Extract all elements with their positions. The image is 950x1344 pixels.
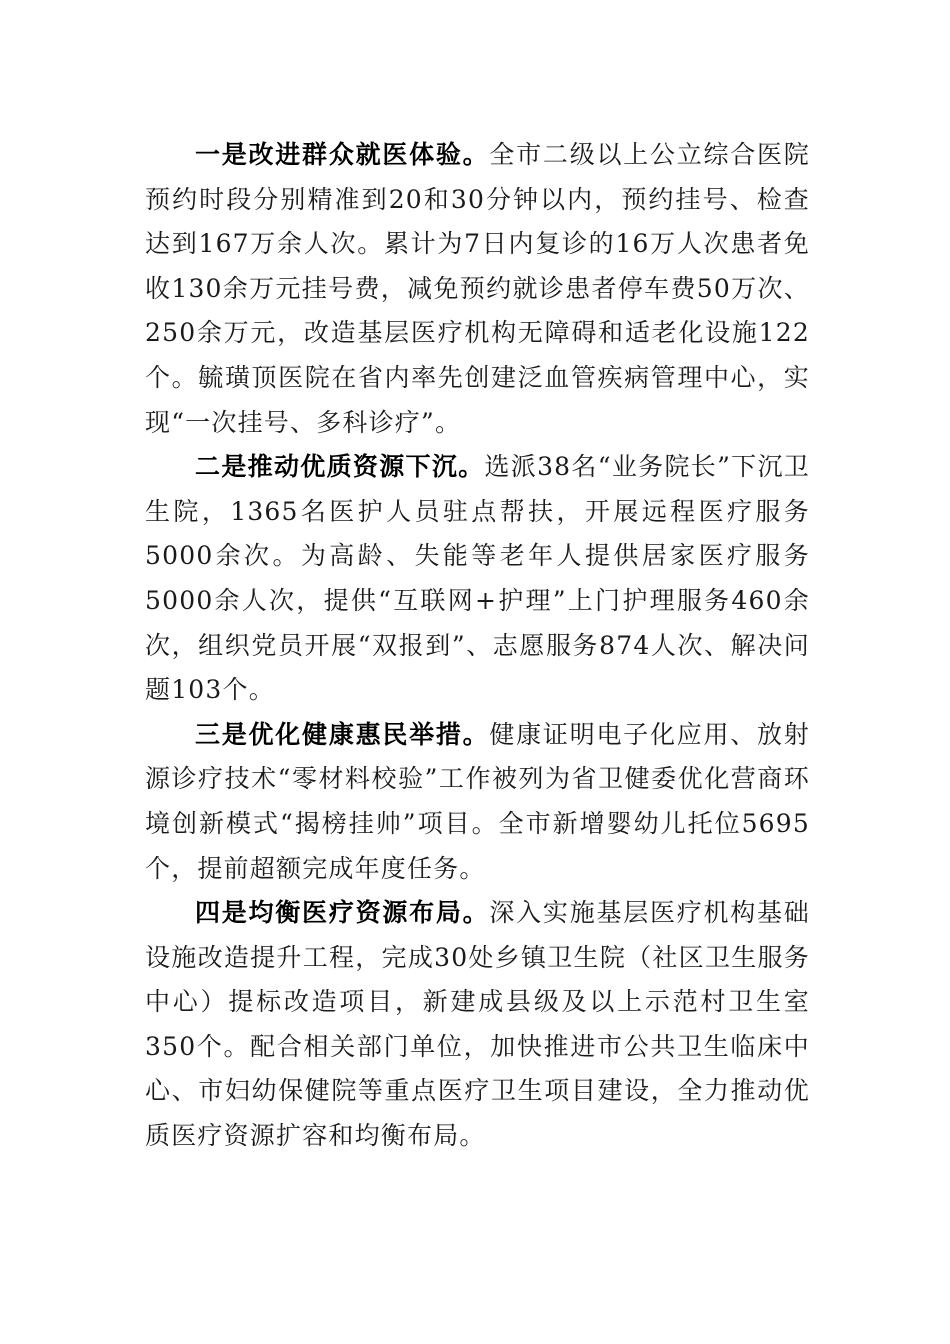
paragraph-4-lead: 四是均衡医疗资源布局。: [195, 898, 490, 928]
paragraph-3-body: 健康证明电子化应用、放射源诊疗技术“零材料校验”工作被列为省卫健委优化营商环境创新模式“揭榜挂帅”项目。全市新增婴幼儿托位5695个，提前超额完成年度任务。: [145, 719, 811, 883]
paragraph-2-lead: 二是推动优质资源下沉。: [195, 452, 485, 482]
paragraph-4-body: 深入实施基层医疗机构基础设施改造提升工程，完成30处乡镇卫生院（社区卫生服务中心）提标改造项目，新建成县级及以上示范村卫生室350个。配合相关部门单位，加快推进市公共卫生临床中心、市妇幼保健院等重点医疗卫生项目建设，全力推动优质医疗资源扩容和均衡布局。: [145, 898, 811, 1151]
paragraph-4: [145, 891, 810, 1159]
paragraph-1: [145, 133, 810, 445]
paragraph-3: [145, 713, 810, 891]
paragraph-1-body: 全市二级以上公立综合医院预约时段分别精准到20和30分钟以内，预约挂号、检查达到167万余人次。累计为7日内复诊的16万人次患者免收130余万元挂号费，减免预约就诊患者停车费50万次、250余万元，改造基层医疗机构无障碍和适老化设施122个。毓璜顶医院在省内率先创建泛血管疾病管理中心，实现“一次挂号、多科诊疗”。: [145, 140, 811, 437]
paragraph-1-lead: 一是改进群众就医体验。: [195, 140, 490, 169]
document-body: [145, 133, 810, 1159]
paragraph-3-lead: 三是优化健康惠民举措。: [195, 719, 490, 749]
paragraph-2-body: 选派38名“业务院长”下沉卫生院，1365名医护人员驻点帮扶，开展远程医疗服务5000余次。为高龄、失能等老年人提供居家医疗服务5000余人次，提供“互联网+护理”上门护理服务460余次，组织党员开展“双报到”、志愿服务874人次、解决问题103个。: [145, 452, 810, 705]
paragraph-2: [145, 445, 810, 713]
